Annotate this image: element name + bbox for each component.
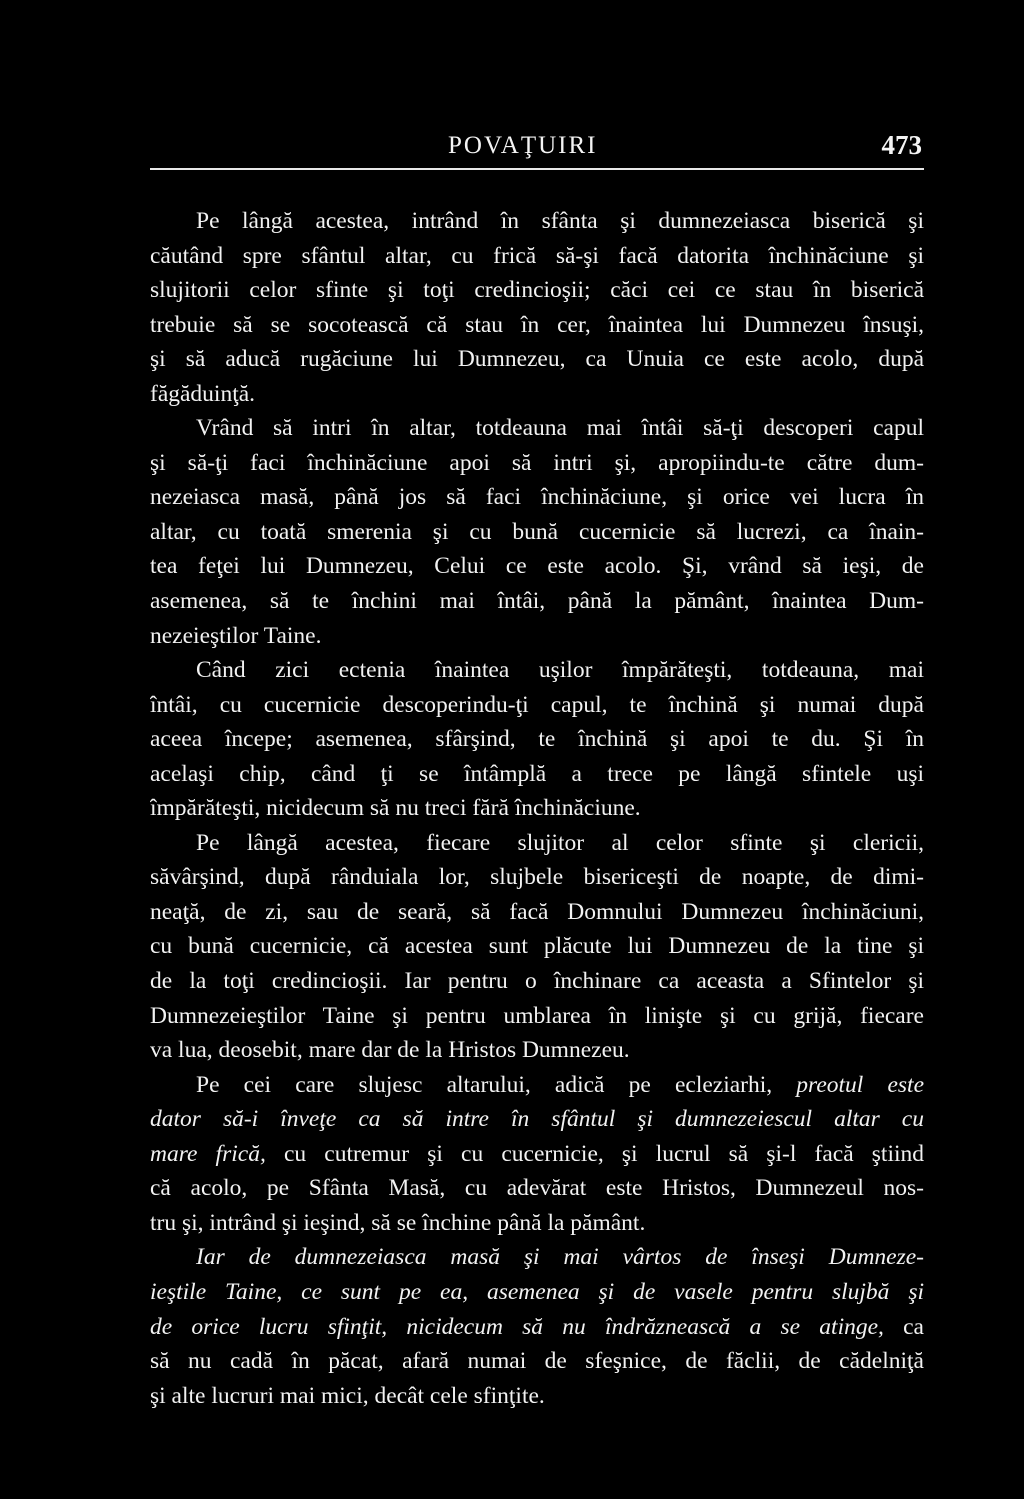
text-line: Dumnezeieştilor Taine şi pentru umblarea în linişte şi cu grijă, fiecare [150,1002,924,1029]
italic-run: Iar de dumnezeiasca masă şi mai vârtos de înseşi Dumneze- [196,1244,924,1271]
text-line: săvârşind, după rânduiala lor, slujbele bisericeşti de noapte, de dimi- [150,864,924,891]
text-line: trebuie să se socotească că stau în cer, înaintea lui Dumnezeu însuşi, [150,311,924,338]
text-run: Pe cei care slujesc altarului, adică pe ecleziarhi, [196,1071,797,1098]
text-line: aceea începe; asemenea, sfârşind, te închină şi apoi te du. Şi în [150,726,924,753]
paragraph-1 [150,204,924,411]
text-line: asemenea, să te închini mai întâi, până la pământ, înaintea Dum- [150,588,924,615]
page-number: 473 [881,130,922,160]
text-line: de la toţi credincioşii. Iar pentru o închinare ca aceasta a Sfintelor şi [150,968,924,995]
text-line: să nu cadă în păcat, afară numai de sfeşnice, de făclii, de cădelniţă [150,1348,924,1375]
text-run: ca [883,1313,924,1340]
paragraph-5 [150,1068,924,1241]
header-rule [150,168,924,170]
italic-run: preotul este [796,1071,924,1098]
text-line: nezeiasca masă, până jos să faci închinăciune, şi orice vei lucra în [150,484,924,511]
text-line: Pe lângă acestea, intrând în sfânta şi dumnezeiasca biserică şi [196,208,924,234]
text-line [150,1275,924,1310]
text-line: întâi, cu cucernicie descoperindu-ţi capul, te închină şi numai după [150,691,924,718]
text-line: căutând spre sfântul altar, cu frică să-şi facă datorita închinăciune şi [150,242,924,269]
text-line: şi să-ţi faci închinăciune apoi să intri şi, apropiindu-te către dum- [150,449,924,476]
text-line: tru şi, intrând şi ieşind, să se închine până la pământ. [150,1209,646,1236]
text-line: neaţă, de zi, sau de seară, să facă Domnului Dumnezeu închinăciuni, [150,898,924,925]
running-title: POVAŢUIRI [448,132,598,159]
text-line: că acolo, pe Sfânta Masă, cu adevărat este Hristos, Dumnezeul nos- [150,1175,924,1202]
paragraph-3 [150,653,924,826]
text-line: cu bună cucernicie, că acestea sunt plăcute lui Dumnezeu de la tine şi [150,933,924,960]
text-line [150,1068,924,1103]
text-line: slujitorii celor sfinte şi toţi credincioşii; căci cei ce stau în biserică [150,277,924,304]
text-line: şi alte lucruri mai mici, decât cele sfinţite. [150,1382,545,1409]
text-line: împărăteşti, nicidecum să nu treci fără închinăciune. [150,795,641,822]
text-line: nezeieştilor Taine. [150,622,322,649]
italic-run: dator să-i înveţe ca să intre în sfântul şi dumnezeiescul altar cu [150,1106,924,1133]
italic-run: mare frică, [150,1140,266,1167]
italic-run: ieştile Taine, ce sunt pe ea, asemenea şi de vasele pentru slujbă şi [150,1278,924,1305]
italic-run: de orice lucru sfinţit, nicidecum să nu îndrăznească a se atinge, [150,1313,884,1340]
text-line: Când zici ectenia înaintea uşilor împărăteşti, totdeauna, mai [196,657,924,684]
text-line: făgăduinţă. [150,380,256,407]
text-line [150,1240,924,1275]
text-line: acelaşi chip, când ţi se întâmplă a trece pe lângă sfintele uşi [150,760,924,787]
paragraph-2 [150,411,924,653]
text-line: Pe lângă acestea, fiecare slujitor al celor sfinte şi clericii, [196,829,924,856]
text-line [150,1137,924,1172]
page-body [150,204,924,1413]
text-line: şi să aducă rugăciune lui Dumnezeu, ca Unuia ce este acolo, după [150,346,924,373]
paragraph-4 [150,826,924,1068]
paragraph-6 [150,1240,924,1413]
text-line [150,1102,924,1137]
text-line [150,1310,924,1345]
text-line: va lua, deosebit, mare dar de la Hristos Dumnezeu. [150,1037,630,1064]
page-header [150,128,924,168]
text-line: altar, cu toată smerenia şi cu bună cucernicie să lucrezi, ca înain- [150,518,924,545]
text-line: Vrând să intri în altar, totdeauna mai întâi să-ţi descoperi capul [196,415,924,442]
text-line: tea feţei lui Dumnezeu, Celui ce este acolo. Şi, vrând să ieşi, de [150,553,924,580]
text-run: cu cutremur şi cu cucernicie, şi lucrul să şi-l facă ştiind [265,1140,924,1167]
